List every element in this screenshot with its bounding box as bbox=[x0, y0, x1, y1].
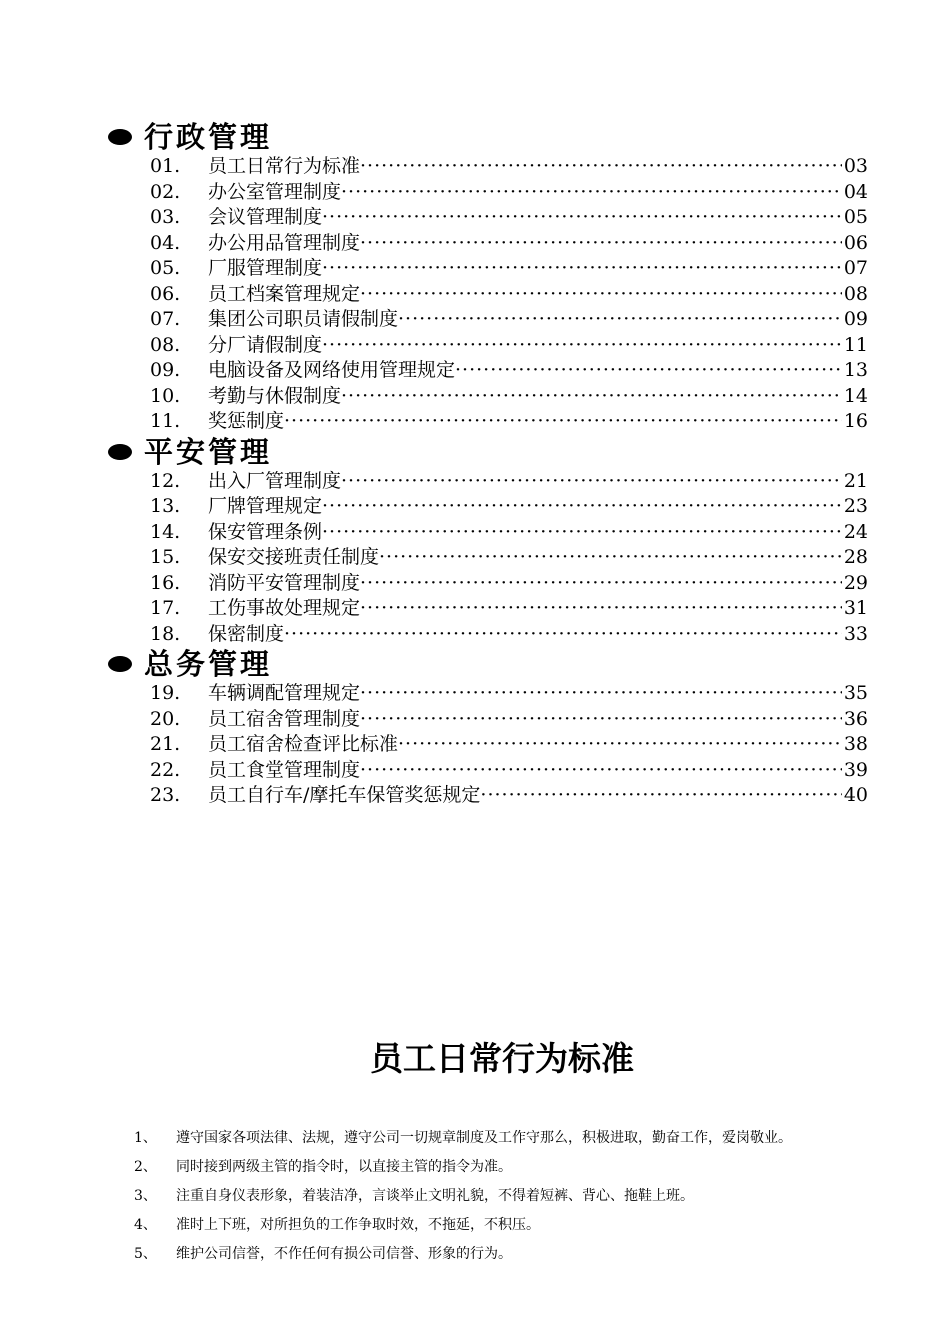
toc-dot-leader bbox=[341, 469, 842, 495]
rule-number: 4、 bbox=[134, 1217, 157, 1233]
toc-entry[interactable] bbox=[108, 494, 868, 520]
toc-entry-page: 05 bbox=[843, 206, 868, 228]
toc-entry-number: 02. bbox=[150, 180, 181, 203]
rule-number: 1、 bbox=[134, 1130, 157, 1146]
toc-entry-number: 07. bbox=[150, 308, 181, 330]
bullet-icon bbox=[108, 444, 132, 460]
rule-item bbox=[134, 1182, 924, 1211]
toc-entry[interactable] bbox=[108, 596, 868, 622]
toc-dot-leader bbox=[322, 494, 842, 520]
toc-entry-title: 奖惩制度 bbox=[208, 410, 285, 432]
toc-section-heading bbox=[108, 647, 868, 681]
toc-entry-title: 员工自行车/摩托车保管奖惩规定 bbox=[208, 784, 481, 806]
toc-entry-page: 29 bbox=[843, 571, 868, 594]
toc-entry-title: 保安交接班责任制度 bbox=[208, 546, 380, 568]
toc-entry-title: 集团公司职员请假制度 bbox=[208, 308, 399, 330]
toc-dot-leader bbox=[398, 732, 842, 758]
rules-list bbox=[134, 1124, 924, 1269]
toc-entry-title: 出入厂管理制度 bbox=[208, 469, 342, 492]
toc-entry[interactable] bbox=[108, 409, 868, 435]
document-title: 员工日常行为标准 bbox=[370, 1039, 634, 1078]
toc-entry-page: 23 bbox=[843, 495, 868, 517]
toc-entry-number: 12. bbox=[150, 469, 181, 492]
toc-entry[interactable] bbox=[108, 205, 868, 231]
toc-entry-page: 21 bbox=[843, 469, 868, 492]
toc-entry[interactable] bbox=[108, 520, 868, 546]
toc-entry-title: 厂牌管理规定 bbox=[208, 495, 323, 517]
toc-entry-title: 厂服管理制度 bbox=[208, 257, 323, 279]
toc-entry-page: 38 bbox=[843, 733, 868, 755]
rule-number: 2、 bbox=[134, 1159, 157, 1175]
toc-entry-number: 09. bbox=[150, 359, 181, 381]
toc-entry-title: 分厂请假制度 bbox=[208, 333, 323, 356]
toc-entry[interactable] bbox=[108, 256, 868, 282]
toc-entry-number: 13. bbox=[150, 495, 181, 517]
rule-text: 遵守国家各项法律、法规，遵守公司一切规章制度及工作守那么，积极进取，勤奋工作，爱岗敬业。 bbox=[176, 1130, 792, 1146]
toc-entry[interactable] bbox=[108, 231, 868, 257]
toc-entry-title: 办公室管理制度 bbox=[208, 180, 342, 203]
toc-entry[interactable] bbox=[108, 571, 868, 597]
toc-dot-leader bbox=[284, 622, 842, 648]
toc-entry-number: 05. bbox=[150, 257, 181, 279]
toc-entry-page: 31 bbox=[843, 597, 868, 619]
toc-entry-number: 19. bbox=[150, 682, 181, 704]
toc-entry-number: 03. bbox=[150, 206, 181, 228]
toc-entry-title: 员工宿舍检查评比标准 bbox=[208, 733, 399, 755]
toc-entry-page: 35 bbox=[843, 682, 868, 704]
table-of-contents bbox=[108, 120, 868, 809]
toc-entry-page: 14 bbox=[843, 384, 868, 407]
toc-dot-leader bbox=[455, 358, 842, 384]
toc-section-heading bbox=[108, 435, 868, 469]
toc-section-heading bbox=[108, 120, 868, 154]
toc-entry-page: 28 bbox=[843, 546, 868, 568]
toc-entry-number: 15. bbox=[150, 546, 181, 568]
toc-entry-page: 33 bbox=[843, 622, 868, 645]
toc-entry-title: 消防平安管理制度 bbox=[208, 571, 361, 594]
rule-text: 维护公司信誉，不作任何有损公司信誉、形象的行为。 bbox=[176, 1246, 512, 1262]
toc-dot-leader bbox=[360, 282, 842, 308]
toc-entry-number: 20. bbox=[150, 707, 181, 730]
toc-entry-title: 员工日常行为标准 bbox=[208, 155, 361, 177]
toc-entry-page: 08 bbox=[843, 282, 868, 305]
toc-dot-leader bbox=[360, 571, 842, 597]
toc-entry-title: 员工宿舍管理制度 bbox=[208, 707, 361, 730]
toc-entry[interactable] bbox=[108, 384, 868, 410]
toc-entry-number: 14. bbox=[150, 520, 181, 543]
toc-entry[interactable] bbox=[108, 154, 868, 180]
toc-dot-leader bbox=[322, 256, 842, 282]
toc-dot-leader bbox=[322, 520, 842, 546]
toc-dot-leader bbox=[341, 180, 842, 206]
rule-number: 5、 bbox=[134, 1246, 157, 1262]
toc-entry-title: 员工档案管理规定 bbox=[208, 282, 361, 305]
toc-entry-number: 08. bbox=[150, 333, 181, 356]
rule-text: 准时上下班，对所担负的工作争取时效，不拖延，不积压。 bbox=[176, 1217, 540, 1233]
toc-entry[interactable] bbox=[108, 307, 868, 333]
toc-section-title: 行政管理 bbox=[144, 120, 273, 154]
toc-dot-leader bbox=[360, 231, 842, 257]
toc-dot-leader bbox=[379, 545, 842, 571]
toc-dot-leader bbox=[341, 384, 842, 410]
toc-entry-number: 16. bbox=[150, 571, 181, 594]
toc-entry-page: 36 bbox=[843, 707, 868, 730]
toc-entry-title: 电脑设备及网络使用管理规定 bbox=[208, 359, 456, 381]
toc-entry-page: 16 bbox=[843, 410, 868, 432]
toc-entry-number: 22. bbox=[150, 758, 181, 781]
toc-dot-leader bbox=[360, 681, 842, 707]
toc-entry[interactable] bbox=[108, 358, 868, 384]
toc-entry[interactable] bbox=[108, 469, 868, 495]
toc-entry[interactable] bbox=[108, 707, 868, 733]
rule-item bbox=[134, 1124, 924, 1153]
toc-entry-page: 40 bbox=[843, 784, 868, 806]
toc-dot-leader bbox=[360, 707, 842, 733]
toc-dot-leader bbox=[360, 154, 842, 180]
toc-entry-title: 保密制度 bbox=[208, 622, 285, 645]
toc-entry[interactable] bbox=[108, 783, 868, 809]
toc-entry-title: 会议管理制度 bbox=[208, 206, 323, 228]
toc-entry-page: 13 bbox=[843, 359, 868, 381]
toc-entry-number: 10. bbox=[150, 384, 181, 407]
rule-item bbox=[134, 1211, 924, 1240]
toc-entry[interactable] bbox=[108, 681, 868, 707]
toc-entry-title: 保安管理条例 bbox=[208, 520, 323, 543]
rule-text: 注重自身仪表形象，着装洁净，言谈举止文明礼貌，不得着短裤、背心、拖鞋上班。 bbox=[176, 1188, 694, 1204]
toc-entry-title: 工伤事故处理规定 bbox=[208, 597, 361, 619]
rule-text: 同时接到两级主管的指令时，以直接主管的指令为准。 bbox=[176, 1159, 512, 1175]
toc-entry-number: 01. bbox=[150, 155, 181, 177]
toc-entry[interactable] bbox=[108, 758, 868, 784]
toc-section-title: 平安管理 bbox=[144, 434, 273, 469]
toc-entry-page: 03 bbox=[843, 155, 868, 177]
toc-entry[interactable] bbox=[108, 545, 868, 571]
toc-entry[interactable] bbox=[108, 180, 868, 206]
toc-entry-page: 07 bbox=[843, 257, 868, 279]
toc-dot-leader bbox=[284, 409, 842, 435]
toc-entry-page: 04 bbox=[843, 180, 868, 203]
toc-dot-leader bbox=[322, 333, 842, 359]
rule-item bbox=[134, 1240, 924, 1269]
rule-item bbox=[134, 1153, 924, 1182]
toc-entry-title: 车辆调配管理规定 bbox=[208, 682, 361, 704]
toc-entry[interactable] bbox=[108, 732, 868, 758]
toc-entry-page: 09 bbox=[843, 308, 868, 330]
toc-entry[interactable] bbox=[108, 282, 868, 308]
toc-section-title: 总务管理 bbox=[144, 647, 273, 681]
toc-entry-number: 17. bbox=[150, 597, 181, 619]
toc-entry-number: 06. bbox=[150, 282, 181, 305]
bullet-icon bbox=[108, 129, 132, 145]
toc-entry-number: 18. bbox=[150, 622, 181, 645]
toc-entry-page: 24 bbox=[843, 520, 868, 543]
toc-entry-title: 员工食堂管理制度 bbox=[208, 758, 361, 781]
toc-entry-page: 06 bbox=[843, 231, 868, 254]
toc-entry-number: 11. bbox=[150, 410, 181, 432]
toc-entry-number: 04. bbox=[150, 231, 181, 254]
toc-entry-page: 39 bbox=[843, 758, 868, 781]
toc-dot-leader bbox=[398, 307, 842, 333]
toc-entry-title: 办公用品管理制度 bbox=[208, 231, 361, 254]
rule-number: 3、 bbox=[134, 1188, 157, 1204]
toc-entry-number: 23. bbox=[150, 784, 181, 806]
toc-entry[interactable] bbox=[108, 622, 868, 648]
toc-entry-number: 21. bbox=[150, 733, 181, 755]
toc-dot-leader bbox=[360, 758, 842, 784]
toc-dot-leader bbox=[360, 596, 842, 622]
toc-dot-leader bbox=[480, 783, 842, 809]
toc-entry-title: 考勤与休假制度 bbox=[208, 384, 342, 407]
toc-dot-leader bbox=[322, 205, 842, 231]
toc-entry[interactable] bbox=[108, 333, 868, 359]
bullet-icon bbox=[108, 656, 132, 672]
toc-entry-page: 11 bbox=[843, 333, 868, 356]
